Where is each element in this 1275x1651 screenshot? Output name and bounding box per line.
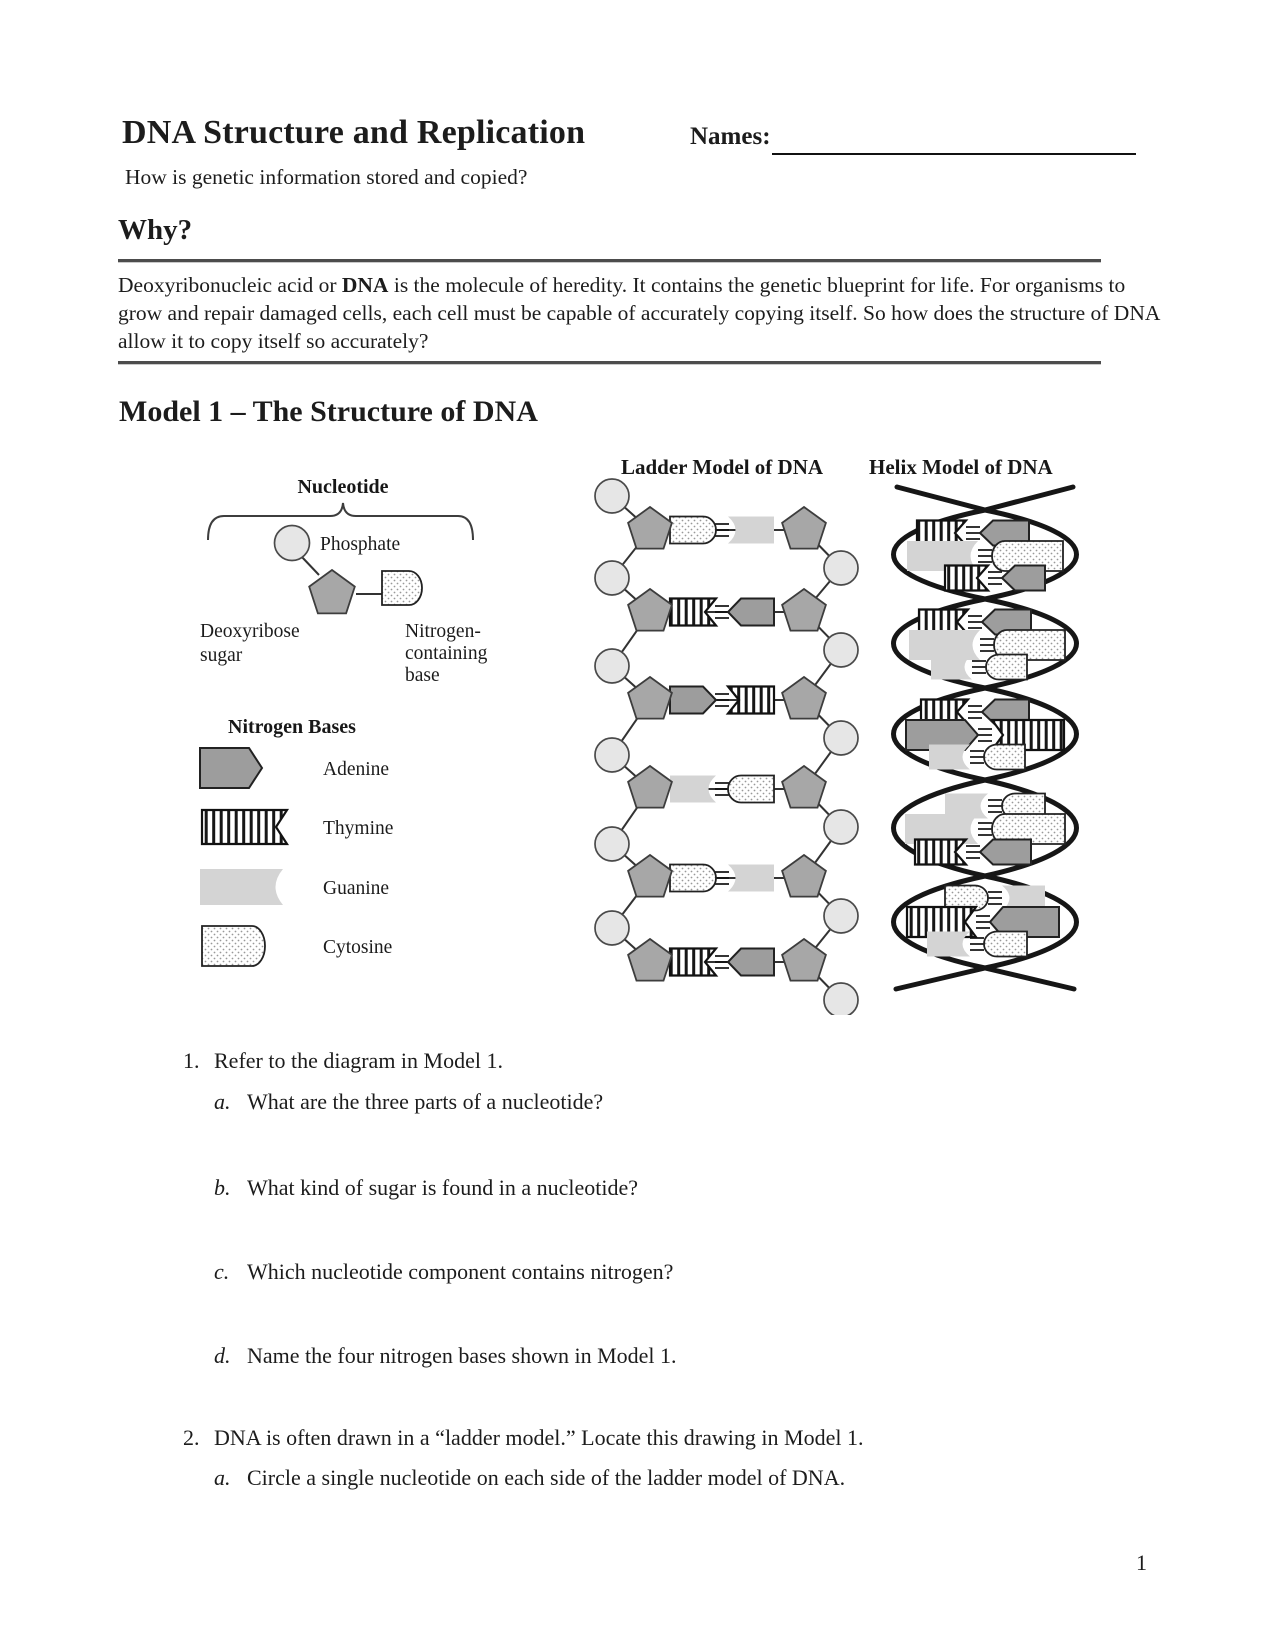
question-text: Refer to the diagram in Model 1. [214, 1048, 503, 1073]
sugar-pentagon [782, 855, 826, 897]
question-text: Circle a single nucleotide on each side of the ladder model of DNA. [247, 1465, 846, 1490]
page-title: DNA Structure and Replication [122, 114, 586, 151]
nitrogen-bases-heading: Nitrogen Bases [228, 716, 356, 738]
guanine-base [927, 932, 970, 957]
question-1c [214, 1259, 673, 1285]
thymine-base [915, 840, 966, 865]
ladder-rung-5-CG [595, 827, 858, 933]
sugar-pentagon [628, 677, 672, 719]
adenine-base [980, 840, 1031, 865]
sugar-pentagon [782, 677, 826, 719]
page-number: 1 [1136, 1550, 1147, 1575]
sugar-pentagon [309, 570, 355, 613]
question-letter: a. [214, 1089, 231, 1114]
deoxyribose-label-line2: sugar [200, 645, 243, 666]
ladder-rung-4-GC [595, 738, 858, 844]
nitrogen-base-label-line1: Nitrogen- [405, 621, 481, 642]
model1-heading: Model 1 – The Structure of DNA [119, 395, 538, 428]
question-letter: a. [214, 1465, 231, 1490]
phosphate-circle [824, 551, 858, 585]
divider-rule-top [118, 259, 1101, 263]
guanine-base [200, 869, 283, 905]
nitrogen-bases-legend [200, 748, 287, 966]
paragraph-bold-dna: DNA [341, 273, 389, 297]
question-letter: b. [214, 1175, 231, 1200]
phosphate-circle [824, 633, 858, 667]
question-text: Which nucleotide component contains nitrogen? [247, 1259, 674, 1284]
nucleotide-label: Nucleotide [297, 476, 389, 498]
question-text: What kind of sugar is found in a nucleotide? [247, 1175, 639, 1200]
names-label: Names: [690, 123, 771, 150]
phosphate-circle [275, 526, 310, 561]
legend-item-thymine [202, 810, 287, 844]
model1-figure [150, 430, 1100, 1015]
names-blank-line [772, 153, 1136, 155]
ladder-model [595, 479, 858, 1015]
legend-item-cytosine [202, 926, 265, 966]
thymine-base [202, 810, 287, 844]
question-number: 1. [183, 1048, 200, 1073]
ladder-rung-2-TA [595, 561, 858, 667]
sugar-pentagon [782, 766, 826, 808]
cytosine-base [670, 517, 716, 544]
question-text: What are the three parts of a nucleotide? [247, 1089, 604, 1114]
bond-line [301, 556, 319, 575]
ladder-rung-1-CG [595, 479, 858, 585]
cytosine-base [984, 932, 1027, 957]
adenine-base [670, 687, 716, 714]
guanine-base [929, 745, 970, 770]
ladder-model-title: Ladder Model of DNA [621, 455, 824, 479]
phosphate-circle [595, 827, 629, 861]
question-2 [183, 1425, 863, 1451]
question-1b [214, 1175, 638, 1201]
question-number: 2. [183, 1425, 200, 1450]
nitrogen-base-label-line2: containing [405, 643, 488, 664]
cytosine-base [728, 776, 774, 803]
phosphate-circle [824, 810, 858, 844]
legend-label-adenine: Adenine [323, 759, 390, 780]
cytosine-base [382, 571, 422, 605]
cytosine-base [670, 865, 716, 892]
paragraph-text: Deoxyribonucleic acid or [118, 273, 342, 297]
phosphate-circle [824, 721, 858, 755]
paragraph-text-rest: is the molecule of heredity. It contains the genetic blueprint for life. For organisms to grow and repair damaged cells, each cell must be capable of accurately copying itself. So how does the structure of DNA allow it to copy itself so accurately? [118, 273, 1160, 353]
legend-label-guanine: Guanine [323, 878, 390, 899]
phosphate-label: Phosphate [320, 534, 401, 555]
phosphate-circle [824, 899, 858, 933]
question-letter: d. [214, 1343, 231, 1368]
legend-label-cytosine: Cytosine [323, 937, 393, 958]
deoxyribose-label-line1: Deoxyribose [200, 621, 300, 642]
subtitle: How is genetic information stored and copied? [125, 165, 528, 189]
phosphate-circle [824, 983, 858, 1015]
why-heading: Why? [118, 214, 193, 246]
helix-pair-6-GC [931, 655, 1027, 680]
sugar-pentagon [628, 855, 672, 897]
divider-rule-bottom [118, 361, 1101, 365]
question-2a [214, 1465, 845, 1491]
helix-pair-3-TA [945, 566, 1045, 591]
cytosine-base [984, 745, 1025, 770]
question-text: DNA is often drawn in a “ladder model.” Locate this drawing in Model 1. [214, 1425, 864, 1450]
adenine-base [200, 748, 262, 788]
sugar-pentagon [628, 939, 672, 981]
why-paragraph [118, 271, 1160, 355]
legend-item-adenine [200, 748, 262, 788]
question-1 [183, 1048, 503, 1074]
legend-label-thymine: Thymine [323, 818, 394, 839]
helix-model-title: Helix Model of DNA [869, 455, 1053, 479]
sugar-pentagon [628, 589, 672, 631]
question-1a [214, 1089, 603, 1115]
thymine-base [945, 566, 988, 591]
sugar-pentagon [628, 507, 672, 549]
ladder-rung-3-AT [595, 649, 858, 755]
phosphate-circle [595, 738, 629, 772]
helix-pair-15-GC [927, 932, 1027, 957]
adenine-base [728, 949, 774, 976]
sugar-pentagon [782, 507, 826, 549]
question-letter: c. [214, 1259, 230, 1284]
legend-item-guanine [200, 869, 283, 905]
nitrogen-base-label-line3: base [405, 665, 440, 686]
sugar-pentagon [782, 939, 826, 981]
phosphate-circle [595, 649, 629, 683]
phosphate-circle [595, 479, 629, 513]
phosphate-circle [595, 911, 629, 945]
helix-model [894, 487, 1077, 989]
helix-pair-9-GC [929, 745, 1025, 770]
cytosine-base [202, 926, 265, 966]
question-text: Name the four nitrogen bases shown in Model 1. [247, 1343, 677, 1368]
cytosine-base [986, 655, 1027, 680]
adenine-base [728, 599, 774, 626]
sugar-pentagon [628, 766, 672, 808]
question-1d [214, 1343, 677, 1369]
guanine-base [931, 655, 972, 680]
phosphate-circle [595, 561, 629, 595]
